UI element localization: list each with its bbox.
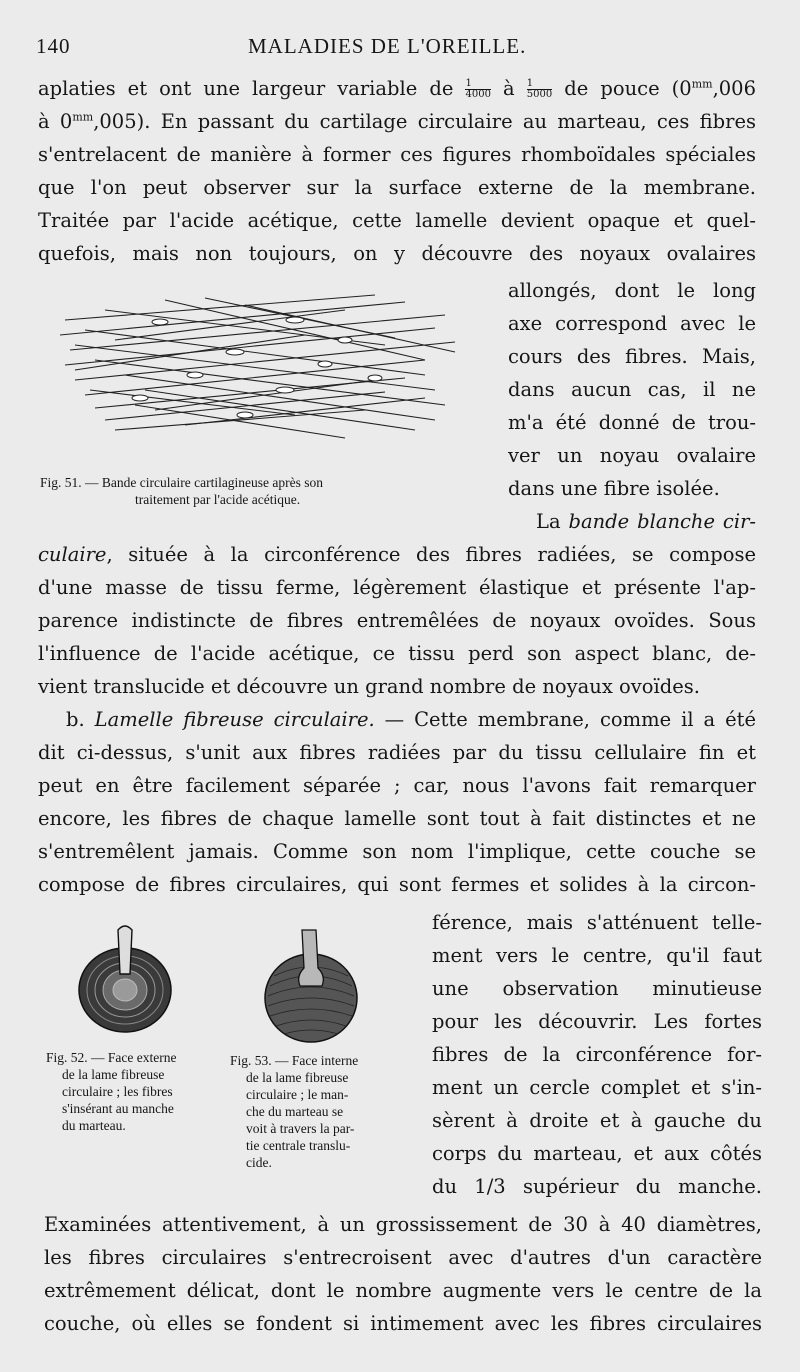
figure-51-image bbox=[45, 280, 465, 455]
paragraph-4 bbox=[44, 1208, 762, 1340]
running-title: MALADIES DE L'OREILLE. bbox=[248, 34, 527, 58]
text-line: Traitée par l'acide acétique, cette lamelle devient opaque et quel- bbox=[38, 209, 756, 232]
text-line: culaire, située à la circonférence des fibres radiées, se compose bbox=[38, 543, 756, 566]
text-line: d'une masse de tissu ferme, légèrement élastique et présente l'ap- bbox=[38, 576, 756, 599]
figure-51-caption: Fig. 51. — Bande circulaire cartilagineuse après son traitement par l'acide acétique. bbox=[40, 475, 324, 507]
paragraph-1 bbox=[38, 72, 756, 270]
text-line: à $0^{mm},005$). En passant du cartilage circulaire au marteau, ces fibres bbox=[38, 110, 756, 133]
text-line: ment un cercle complet et s'in- bbox=[432, 1076, 762, 1099]
paragraph-2 bbox=[38, 538, 756, 901]
text-line: m'a été donné de trou- bbox=[508, 411, 756, 434]
text-line: Examinées attentivement, à un grossissement de 30 à 40 diamètres, bbox=[44, 1213, 762, 1236]
text-line: b. Lamelle fibreuse circulaire. — Cette membrane, comme il a été bbox=[66, 708, 756, 731]
text-line: que l'on peut observer sur la surface externe de la membrane. bbox=[38, 176, 756, 199]
text-line: sèrent à droite et à gauche du bbox=[432, 1109, 762, 1132]
text-line: une observation minutieuse bbox=[432, 977, 762, 1000]
text-line: couche, où elles se fondent si intimement avec les fibres circulaires bbox=[44, 1312, 762, 1335]
text-line: compose de fibres circulaires, qui sont fermes et solides à la circon- bbox=[38, 873, 756, 896]
text-line: extrêmement délicat, dont le nombre augmente vers le centre de la bbox=[44, 1279, 762, 1302]
text-line: s'entremêlent jamais. Comme son nom l'implique, cette couche se bbox=[38, 840, 756, 863]
text-line: dans une fibre isolée. bbox=[508, 477, 720, 500]
figure-53-caption: Fig. 53. — Face interne de la lame fibreuse circulaire ; le man- che du marteau se voit à travers la par- tie centrale translu- cide. bbox=[230, 1053, 359, 1170]
text-line: La bande blanche cir- bbox=[536, 510, 756, 533]
text-line: ment vers le centre, qu'il faut bbox=[432, 944, 762, 967]
paragraph-1-narrow bbox=[508, 274, 756, 538]
text-line: fibres de la circonférence for- bbox=[432, 1043, 762, 1066]
text-line: peut en être facilement séparée ; car, nous l'avons fait remarquer bbox=[38, 774, 756, 797]
text-line: parence indistincte de fibres entremêlées de noyaux ovoïdes. Sous bbox=[38, 609, 756, 632]
text-line: du 1/3 supérieur du manche. bbox=[432, 1175, 762, 1198]
figure-52-image bbox=[70, 922, 180, 1037]
text-line: quefois, mais non toujours, on y découvre des noyaux ovalaires bbox=[38, 242, 756, 265]
text-line: l'influence de l'acide acétique, ce tissu perd son aspect blanc, de- bbox=[38, 642, 756, 665]
text-line: encore, les fibres de chaque lamelle sont tout à fait distinctes et ne bbox=[38, 807, 756, 830]
text-line: férence, mais s'atténuent telle- bbox=[432, 911, 762, 934]
running-header bbox=[0, 34, 800, 64]
paragraph-3-narrow bbox=[432, 906, 762, 1203]
page-number: 140 bbox=[36, 34, 71, 58]
text-line: cours des fibres. Mais, bbox=[508, 345, 756, 368]
text-line: s'entrelacent de manière à former ces figures rhomboïdales spéciales bbox=[38, 143, 756, 166]
text-line: dans aucun cas, il ne bbox=[508, 378, 756, 401]
text-line: aplaties et ont une largeur variable de $\frac{1}{4000}$ à $\frac{1}{5000}$ de pouce ($0^{mm},006$ bbox=[38, 77, 756, 100]
text-line: vient translucide et découvre un grand nombre de noyaux ovoïdes. bbox=[38, 675, 701, 698]
text-line: les fibres circulaires s'entrecroisent avec d'autres d'un caractère bbox=[44, 1246, 762, 1269]
fraction-1-4000: $\frac{1}{4000}$ bbox=[465, 78, 491, 100]
text-line: pour les découvrir. Les fortes bbox=[432, 1010, 762, 1033]
figure-52-caption: Fig. 52. — Face externe de la lame fibreuse circulaire ; les fibres s'insérant au manche du marteau. bbox=[46, 1050, 177, 1133]
text-line: corps du marteau, et aux côtés bbox=[432, 1142, 762, 1165]
text-line: dit ci-dessus, s'unit aux fibres radiées par du tissu cellulaire fin et bbox=[38, 741, 756, 764]
figure-53-image bbox=[256, 926, 366, 1046]
text-line: axe correspond avec le bbox=[508, 312, 756, 335]
text-line: ver un noyau ovalaire bbox=[508, 444, 756, 467]
text-line: allongés, dont le long bbox=[508, 279, 756, 302]
fraction-1-5000: $\frac{1}{5000}$ bbox=[526, 78, 553, 100]
